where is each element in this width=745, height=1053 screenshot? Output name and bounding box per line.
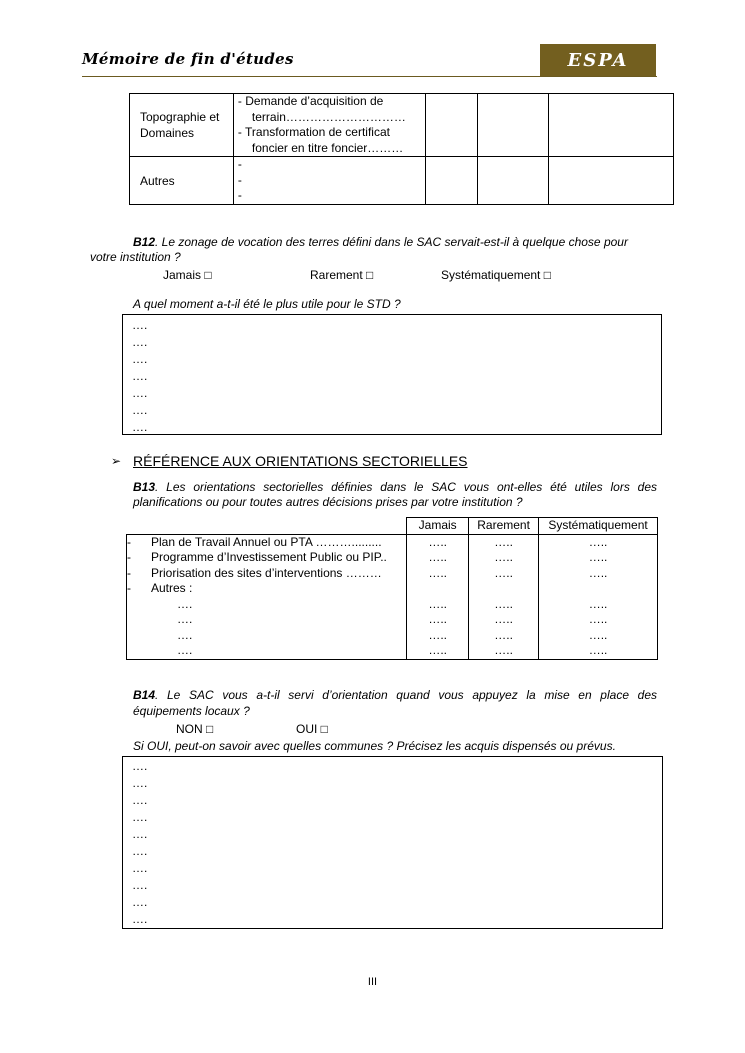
option-rarement[interactable]: Rarement □ — [310, 268, 374, 282]
option-systematiquement[interactable]: Systématiquement □ — [441, 268, 551, 282]
cell-value[interactable]: ….. — [539, 534, 658, 550]
question-text: . Les orientations sectorielles définies dans le SAC vous ont-elles été utiles lors des — [155, 480, 657, 494]
cell-value[interactable]: ….. — [469, 612, 539, 628]
items-cell — [233, 94, 425, 157]
table-row — [127, 550, 658, 566]
b13-question — [133, 480, 657, 495]
answer-line: …. — [132, 776, 148, 790]
row-label — [127, 643, 407, 659]
b14-answer-box[interactable] — [122, 756, 663, 929]
empty-cell — [425, 157, 477, 205]
row-label-line: Domaines — [140, 126, 195, 140]
row-label-text: …. — [177, 612, 193, 626]
answer-line: …. — [132, 420, 148, 434]
row-label — [127, 597, 407, 613]
empty-cell — [477, 157, 549, 205]
list-item: foncier en titre foncier……… — [251, 140, 404, 155]
cell-value[interactable]: ….. — [539, 628, 658, 644]
b12-question — [133, 235, 663, 250]
row-label-text: Programme d’Investissement Public ou PIP.. — [151, 550, 387, 564]
table-row — [127, 581, 658, 597]
row-label — [127, 628, 407, 644]
row-label — [127, 566, 407, 582]
b14-question-cont: équipements locaux ? — [133, 704, 250, 718]
row-label-cell: Autres — [130, 157, 234, 205]
list-item: - — [237, 188, 242, 203]
row-label-text: …. — [177, 643, 193, 657]
list-item: - Transformation de certificat — [237, 125, 390, 139]
cell-value[interactable]: ….. — [539, 612, 658, 628]
cell-value[interactable]: ….. — [469, 628, 539, 644]
list-item: - — [237, 157, 242, 172]
answer-line: …. — [132, 335, 148, 349]
question-text: . Le SAC vous a-t-il servi d’orientation quand vous appuyez la mise en place des — [155, 688, 657, 702]
col-header-rarement: Rarement — [469, 518, 539, 535]
empty-cell — [477, 94, 549, 157]
cell-value[interactable]: ….. — [539, 566, 658, 582]
b13-question-cont: planifications ou pour toutes autres décisions prises par votre institution ? — [133, 495, 523, 509]
row-label — [127, 534, 407, 550]
answer-line: …. — [132, 861, 148, 875]
table-row — [127, 643, 658, 659]
row-label-cell — [130, 94, 234, 157]
question-code: B12 — [133, 235, 156, 249]
cell-value[interactable] — [469, 581, 539, 597]
row-label-text: Plan de Travail Annuel ou PTA ………......... — [151, 534, 382, 549]
option-non[interactable]: NON □ — [176, 722, 214, 736]
answer-line: …. — [132, 759, 148, 773]
answer-line: …. — [132, 878, 148, 892]
question-text: . Le zonage de vocation des terres défini dans le SAC servait-est-il à quelque chose pour — [155, 235, 628, 249]
table-row — [127, 628, 658, 644]
table-row — [130, 157, 674, 205]
row-label-text: Priorisation des sites d’interventions ……… — [151, 565, 382, 580]
answer-line: …. — [132, 352, 148, 366]
document-title: Mémoire de fin d'études — [82, 50, 294, 68]
table-row — [127, 597, 658, 613]
answer-line: …. — [132, 827, 148, 841]
table-row — [127, 534, 658, 550]
cell-value[interactable] — [539, 581, 658, 597]
cell-value[interactable]: ….. — [539, 597, 658, 613]
row-dash: - — [127, 550, 131, 564]
blank-header — [127, 518, 407, 535]
cell-value[interactable] — [407, 581, 469, 597]
page-number: III — [367, 976, 378, 988]
option-oui[interactable]: OUI □ — [296, 722, 328, 736]
cell-value[interactable]: ….. — [407, 534, 469, 550]
list-item: - Demande d’acquisition de — [237, 94, 384, 108]
cell-value[interactable]: ….. — [407, 597, 469, 613]
cell-value[interactable]: ….. — [469, 566, 539, 582]
espa-badge: ESPA — [540, 44, 656, 76]
section-heading: RÉFÉRENCE AUX ORIENTATIONS SECTORIELLES — [133, 453, 468, 469]
bullet-arrow-icon: ➢ — [111, 454, 122, 468]
header-rule — [82, 76, 657, 77]
empty-cell — [425, 94, 477, 157]
cell-value[interactable]: ….. — [469, 597, 539, 613]
answer-line: …. — [132, 318, 148, 332]
b12-answer-box[interactable] — [122, 314, 662, 435]
cell-value[interactable]: ….. — [407, 550, 469, 566]
col-header-jamais: Jamais — [407, 518, 469, 535]
cell-value[interactable]: ….. — [469, 550, 539, 566]
b13-table — [126, 517, 658, 660]
cell-value[interactable]: ….. — [407, 643, 469, 659]
cell-value[interactable]: ….. — [539, 550, 658, 566]
answer-line: …. — [132, 369, 148, 383]
list-item: - — [237, 172, 242, 187]
option-jamais[interactable]: Jamais □ — [163, 268, 212, 282]
answer-line: …. — [132, 810, 148, 824]
cell-value[interactable]: ….. — [407, 566, 469, 582]
cell-value[interactable]: ….. — [407, 628, 469, 644]
answer-line: …. — [132, 912, 148, 926]
row-label-text: …. — [177, 627, 193, 642]
answer-line: …. — [132, 403, 148, 417]
col-header-systematiquement: Systématiquement — [539, 518, 658, 535]
row-label-text: …. — [177, 596, 193, 611]
b12-sub-question: A quel moment a-t-il été le plus utile pour le STD ? — [133, 297, 401, 311]
items-cell — [233, 157, 425, 205]
row-label-line: Topographie et — [140, 110, 220, 124]
table-row — [127, 566, 658, 582]
empty-cell — [549, 157, 674, 205]
cell-value[interactable]: ….. — [539, 643, 658, 659]
continuation-table — [129, 93, 674, 205]
answer-line: …. — [132, 895, 148, 909]
row-label — [127, 581, 407, 597]
empty-cell — [549, 94, 674, 157]
table-row — [130, 94, 674, 157]
question-code: B13 — [133, 480, 156, 494]
row-dash: - — [127, 565, 131, 580]
b12-question-cont: votre institution ? — [90, 250, 181, 264]
answer-line: …. — [132, 844, 148, 858]
row-dash: - — [127, 581, 131, 595]
b14-question — [133, 688, 657, 703]
table-row — [127, 612, 658, 628]
question-code: B14 — [133, 688, 156, 702]
row-label — [127, 612, 407, 628]
cell-value[interactable]: ….. — [469, 643, 539, 659]
row-label-text: Autres : — [151, 581, 193, 595]
answer-line: …. — [132, 793, 148, 807]
row-dash: - — [127, 534, 131, 549]
table-header-row — [127, 518, 658, 535]
row-label — [127, 550, 407, 566]
cell-value[interactable]: ….. — [407, 612, 469, 628]
cell-value[interactable]: ….. — [469, 534, 539, 550]
answer-line: …. — [132, 386, 148, 400]
list-item: terrain………………………… — [251, 109, 406, 124]
b14-sub-question: Si OUI, peut-on savoir avec quelles communes ? Précisez les acquis dispensés ou prévus. — [133, 739, 616, 753]
